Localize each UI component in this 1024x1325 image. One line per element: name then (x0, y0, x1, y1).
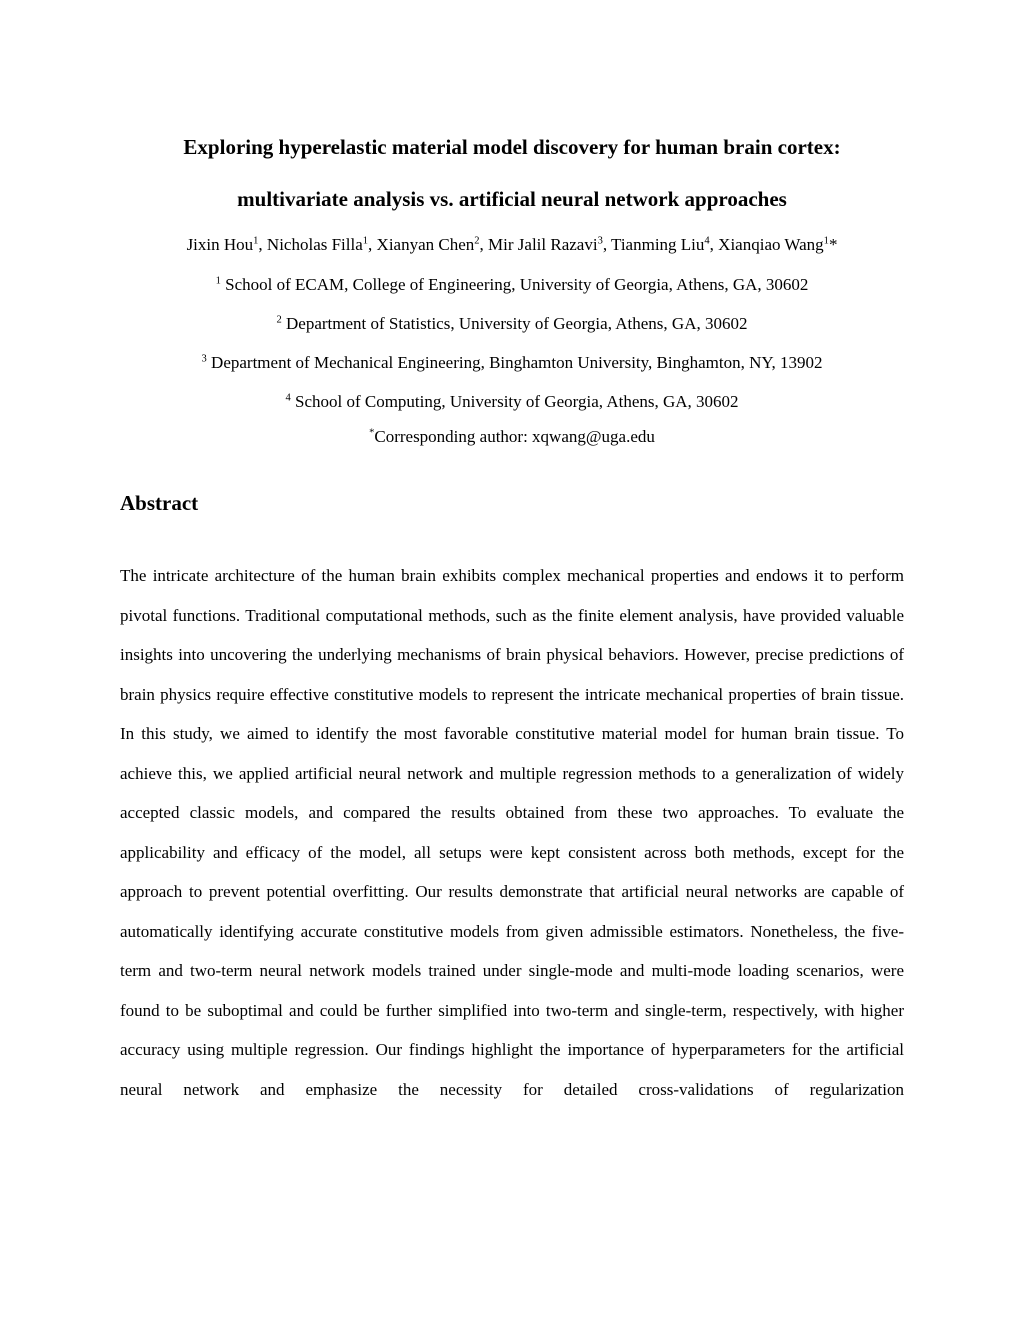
affiliation-1: $^1$ School of ECAM, College of Engineering, University of Georgia, Athens, GA, 30602 (215, 275, 809, 294)
affiliation-4: $^4$ School of Computing, University of Georgia, Athens, GA, 30602 (285, 392, 739, 411)
affiliation-2: $^2$ Department of Statistics, University of Georgia, Athens, GA, 30602 (276, 314, 748, 333)
abstract-heading: Abstract (120, 491, 199, 515)
abstract-paragraph: The intricate architecture of the human brain exhibits complex mechanical properties and endows it to perform pivotal functions. Traditional computational methods, such as the finite element analysis, have provided valuable insights into uncovering the underlying mechanisms of brain physical behaviors. However, precise predictions of brain physics require effective constitutive models to represent the intricate mechanical properties of brain tissue. In this study, we aimed to identify the most favorable constitutive material model for human brain tissue. To achieve this, we applied artificial neural network and multiple regression methods to a generalization of widely accepted classic models, and compared the results obtained from these two approaches. To evaluate the applicability and efficacy of the model, all setups were kept consistent across both methods, except for the approach to prevent potential overfitting. Our results demonstrate that artificial neural networks are capable of automatically identifying accurate constitutive models from given admissible estimators. Nonetheless, the five-term and two-term neural network models trained under single-mode and multi-mode loading scenarios, were found to be suboptimal and could be further simplified into two-term and single-term, respectively, with higher accuracy using multiple regression. Our findings highlight the importance of hyperparameters for the artificial neural network and emphasize the necessity for detailed cross-validations of regularization (120, 566, 904, 1099)
paper-title (120, 121, 904, 225)
affiliation-3: $^3$ Department of Mechanical Engineering, Binghamton University, Binghamton, NY, 13902 (201, 353, 823, 372)
corresponding-author-line: *Corresponding author: xqwang@uga.edu (369, 427, 655, 446)
author-line: Jixin Hou$^1$, Nicholas Filla$^1$, Xianyan Chen$^2$, Mir Jalil Razavi$^3$, Tianming Liu$^4$, Xianqiao Wang$^1$* (186, 235, 838, 254)
paper-title-line-2: multivariate analysis vs. artificial neural network approaches (237, 187, 787, 211)
paper-title-line-1: Exploring hyperelastic material model discovery for human brain cortex: (183, 135, 841, 159)
